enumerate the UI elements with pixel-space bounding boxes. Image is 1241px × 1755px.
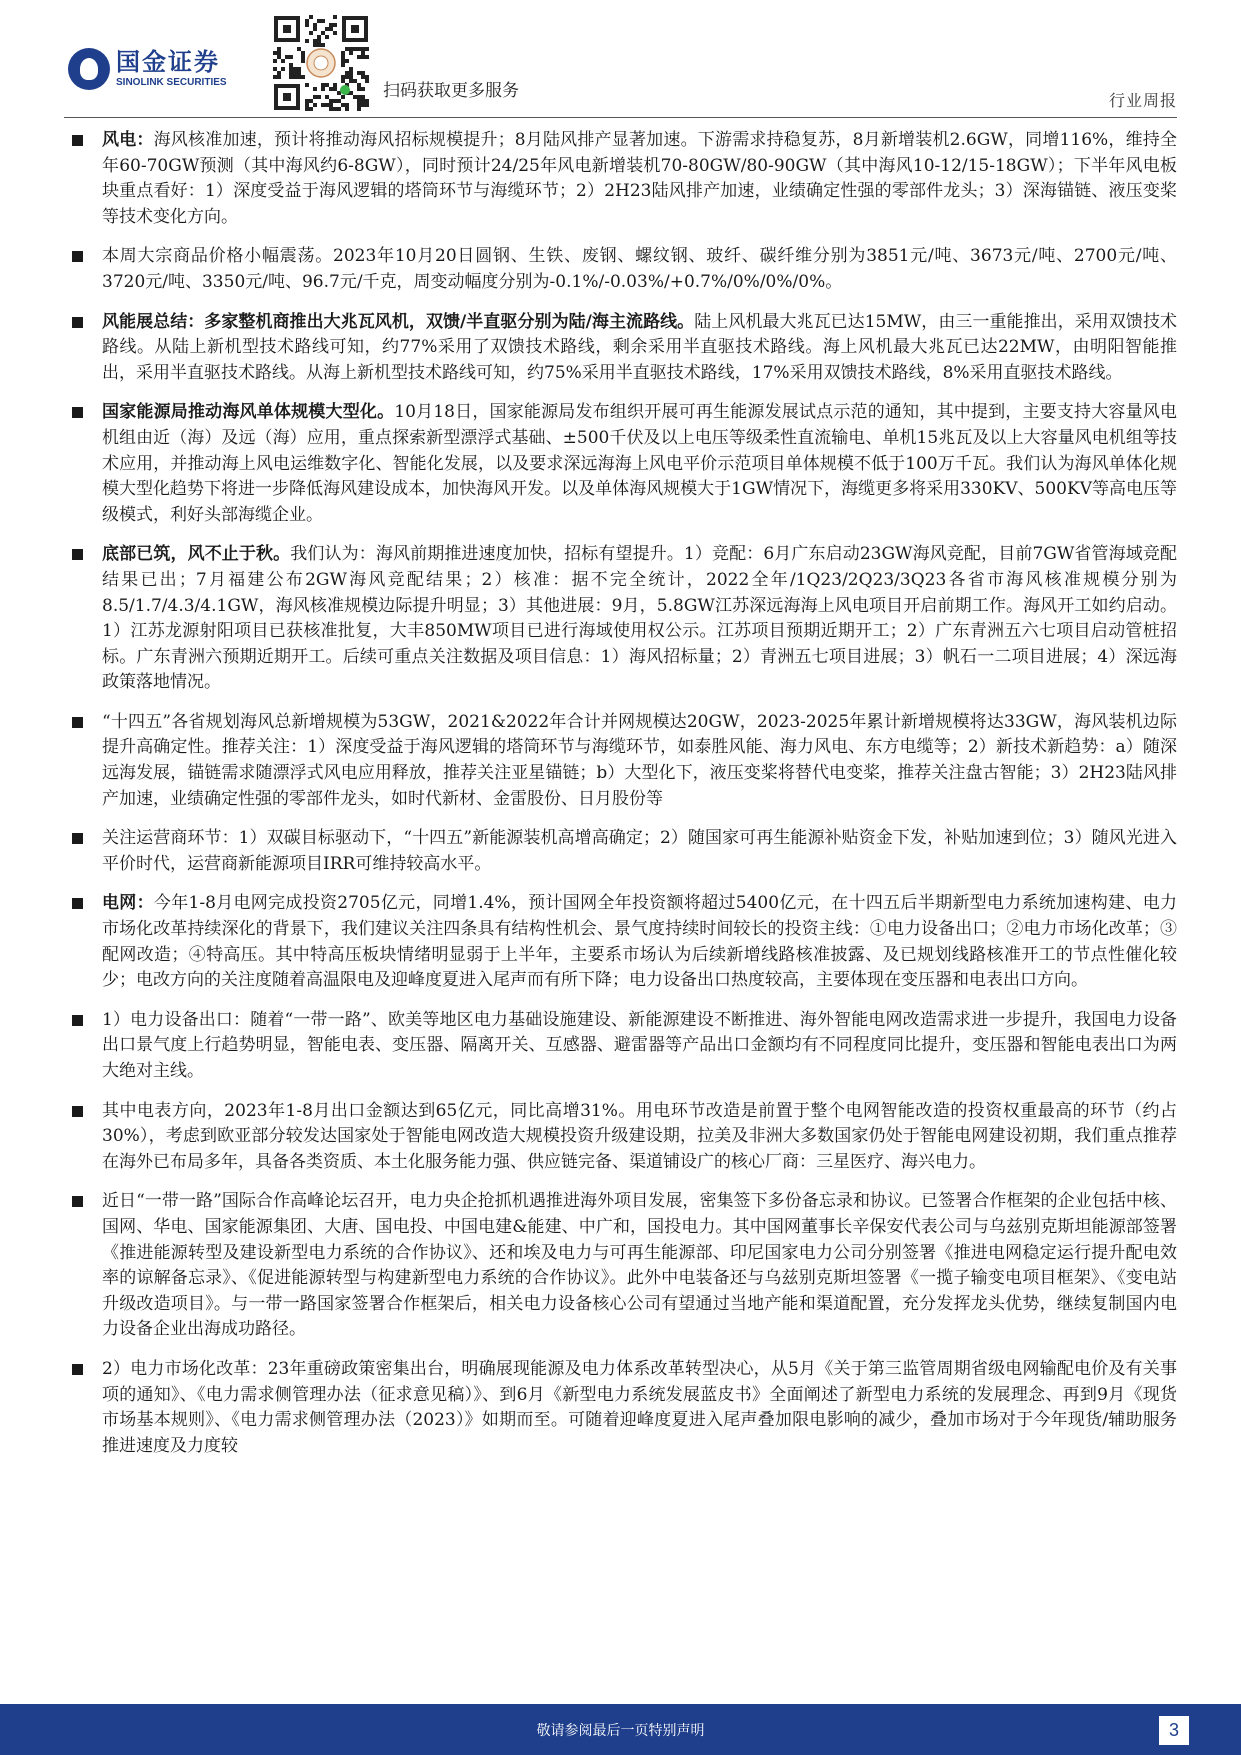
footer-disclaimer: 敬请参阅最后一页特别声明 xyxy=(536,1723,705,1739)
paragraph-text: “十四五”各省规划海风总新增规模为53GW，2021&2022年合计并网规模达20GW，2023-2025年累计新增规模将达33GW，海风装机边际提升高确定性。推荐关注：1）深度受益于海风逻辑的塔筒环节与海缆环节，如泰胜风能、海力风电、东方电缆等；2）新技术新趋势：a）随深远海发展，锚链需求随漂浮式风电应用释放，推荐关注亚星锚链；b）大型化下，液压变桨将替代电变桨，推荐关注盘古智能；3）2H23陆风排产加速，业绩确定性强的零部件龙头，如时代新材、金雷股份、日月股份等 xyxy=(102,711,1177,809)
bullet-icon xyxy=(72,1106,83,1117)
bullet-icon xyxy=(72,1196,83,1207)
header-divider xyxy=(64,117,1177,118)
bullet-icon xyxy=(72,549,83,560)
page-header xyxy=(0,0,1241,118)
paragraph-bottom-formed xyxy=(64,542,1177,696)
paragraph-commodity-prices xyxy=(64,244,1177,295)
bullet-icon xyxy=(72,135,83,146)
paragraph-heading: 国家能源局推动海风单体规模大型化。 xyxy=(102,402,395,423)
paragraph-operators xyxy=(64,826,1177,877)
paragraph-wind-power xyxy=(64,128,1177,230)
logo-cn: 国金证券 xyxy=(116,49,220,76)
paragraph-text: 海风核准加速，预计将推动海风招标规模提升；8月陆风排产显著加速。下游需求持稳复苏，8月新增装机2.6GW，同增116%，维持全年60-70GW预测（其中海风约6-8GW），同时预计24/25年风电新增装机70-80GW/80-90GW（其中海风10-12/15-18GW）；下半年风电板块重点看好：1）深度受益于海风逻辑的塔筒环节与海缆环节；2）2H23陆风排产加速，业绩确定性强的零部件龙头；3）深海锚链、液压变桨等技术变化方向。 xyxy=(102,130,1177,227)
bullet-icon xyxy=(72,251,83,262)
paragraph-power-grid xyxy=(64,891,1177,993)
paragraph-text: 2）电力市场化改革：23年重磅政策密集出台，明确展现能源及电力体系改革转型决心，从5月《关于第三监管周期省级电网输配电价及有关事项的通知》、《电力需求侧管理办法（征求意见稿）》、到6月《新型电力系统发展蓝皮书》全面阐述了新型电力系统的发展理念、再到9月《现货市场基本规则》、《电力需求侧管理办法（2023）》如期而至。可随着迎峰度夏进入尾声叠加限电影响的减少，叠加市场对于今年现货/辅助服务推进速度及力度较 xyxy=(102,1358,1177,1456)
bullet-icon xyxy=(72,898,83,909)
bullet-icon xyxy=(72,833,83,844)
paragraph-market-reform xyxy=(64,1357,1177,1459)
paragraph-text: 我们认为：海风前期推进速度加快，招标有望提升。1）竞配：6月广东启动23GW海风竞配，目前7GW省管海域竞配结果已出；7月福建公布2GW海风竞配结果；2）核准：据不完全统计，2022全年/1Q23/2Q23/3Q23各省市海风核准规模分别为8.5/1.7/4.3/4.1GW，海风核准规模边际提升明显；3）其他进展：9月，5.8GW江苏深远海海上风电项目开启前期工作。海风开工如约启动。1）江苏龙源射阳项目已获核准批复，大丰850MW项目已进行海域使用权公示。江苏项目预期近期开工；2）广东青洲五六七项目启动管桩招标。广东青洲六预期近期开工。后续可重点关注数据及项目信息：1）海风招标量；2）青洲五七项目进展；3）帆石一二项目进展；4）深远海政策落地情况。 xyxy=(102,544,1177,693)
scan-for-service-label: 扫码获取更多服务 xyxy=(383,81,519,100)
paragraph-text: 其中电表方向，2023年1-8月出口金额达到65亿元，同比高增31%。用电环节改造是前置于整个电网智能改造的投资权重最高的环节（约占30%），考虑到欧亚部分较发达国家处于智能电网改造大规模投资升级建设期，拉美及非洲大多数国家仍处于智能电网建设初期，我们重点推荐在海外已布局多年，具备各类资质、本土化服务能力强、供应链完备、渠道铺设广的核心厂商：三星医疗、海兴电力。 xyxy=(102,1100,1177,1172)
bullet-icon xyxy=(72,1015,83,1026)
paragraph-14th-five-year-plan xyxy=(64,710,1177,812)
paragraph-text: 1）电力设备出口：随着“一带一路”、欧美等地区电力基础设施建设、新能源建设不断推进、海外智能电网改造需求进一步提升，我国电力设备出口景气度上行趋势明显，智能电表、变压器、隔离开关、互感器、避雷器等产品出口金额均有不同程度同比提升，变压器和智能电表出口为两大绝对主线。 xyxy=(102,1009,1177,1081)
sinolink-logo-icon xyxy=(68,48,110,90)
paragraph-meter-export xyxy=(64,1099,1177,1176)
bullet-icon xyxy=(72,1364,83,1375)
report-type-label: 行业周报 xyxy=(1108,91,1177,110)
bullet-icon xyxy=(72,717,83,728)
paragraph-text: 10月18日，国家能源局发布组织开展可再生能源发展试点示范的通知，其中提到，主要支持大容量风电机组由近（海）及远（海）应用，重点探索新型漂浮式基础、±500千伏及以上电压等级柔性直流输电、单机15兆瓦及以上大容量风电机组等技术应用，并推动海上风电运维数字化、智能化发展，以及要求深远海海上风电平价示范项目单体规模不低于100万千瓦。我们认为海风单体化规模大型化趋势下将进一步降低海风建设成本，加快海风开发。以及单体海风规模大于1GW情况下，海缆更多将采用330KV、500KV等高电压等级模式，利好头部海缆企业。 xyxy=(102,402,1177,525)
bullet-icon xyxy=(72,317,83,328)
paragraph-belt-and-road xyxy=(64,1189,1177,1343)
paragraph-equipment-export xyxy=(64,1008,1177,1085)
paragraph-text: 关注运营商环节：1）双碳目标驱动下，“十四五”新能源装机高增高确定；2）随国家可再生能源补贴资金下发，补贴加速到位；3）随风光进入平价时代，运营商新能源项目IRR可维持较高水平。 xyxy=(102,828,1177,874)
page-footer xyxy=(0,1704,1241,1755)
paragraph-nea-offshore-scale xyxy=(64,400,1177,528)
paragraph-text: 近日“一带一路”国际合作高峰论坛召开，电力央企抢抓机遇推进海外项目发展，密集签下多份备忘录和协议。已签署合作框架的企业包括中核、国网、华电、国家能源集团、大唐、国电投、中国电建&能建、中广和，国投电力。其中国网董事长辛保安代表公司与乌兹别克斯坦能源部签署《推进能源转型及建设新型电力系统的合作协议》、还和埃及电力与可再生能源部、印尼国家电力公司分别签署《推进电网稳定运行提升配电效率的谅解备忘录》、《促进能源转型与构建新型电力系统的合作协议》。此外中电装备还与乌兹别克斯坦签署《一揽子输变电项目框架》、《变电站升级改造项目》。与一带一路国家签署合作框架后，相关电力设备核心公司有望通过当地产能和渠道配置，充分发挥龙头优势，继续复制国内电力设备企业出海成功路径。 xyxy=(102,1191,1177,1340)
qr-code-icon[interactable] xyxy=(272,14,370,112)
paragraph-text: 今年1-8月电网完成投资2705亿元，同增1.4%，预计国网全年投资额将超过5400亿元，在十四五后半期新型电力系统加速构建、电力市场化改革持续深化的背景下，我们建议关注四条具有结构性机会、景气度持续时间较长的投资主线：①电力设备出口；②电力市场化改革；③配网改造；④特高压。其中特高压板块情绪明显弱于上半年，主要系市场认为后续新增线路核准披露、及已规划线路核准开工的节点性催化较少；电改方向的关注度随着高温限电及迎峰度夏进入尾声而有所下降；电力设备出口热度较高，主要体现在变压器和电表出口方向。 xyxy=(102,893,1177,991)
paragraph-heading: 风电： xyxy=(102,130,154,150)
paragraph-heading: 底部已筑，风不止于秋。 xyxy=(102,544,291,565)
page-number: 3 xyxy=(1159,1716,1189,1745)
bullet-icon xyxy=(72,407,83,418)
logo-text xyxy=(116,49,227,89)
paragraph-heading: 电网： xyxy=(102,893,154,914)
report-body xyxy=(64,128,1177,1700)
paragraph-text: 本周大宗商品价格小幅震荡。2023年10月20日圆钢、生铁、废钢、螺纹钢、玻纤、碳纤维分别为3851元/吨、3673元/吨、2700元/吨、3720元/吨、3350元/吨、96.7元/千克，周变动幅度分别为-0.1%/-0.03%/+0.7%/0%/0%/0%。 xyxy=(102,246,1177,292)
paragraph-heading: 风能展总结：多家整机商推出大兆瓦风机，双馈/半直驱分别为陆/海主流路线。 xyxy=(102,311,695,332)
paragraph-text: 陆上风机最大兆瓦已达15MW，由三一重能推出，采用双馈技术路线。从陆上新机型技术路线可知，约77%采用了双馈技术路线，剩余采用半直驱技术路线。海上风机最大兆瓦已达22MW，由明阳智能推出，采用半直驱技术路线。从海上新机型技术路线可知，约75%采用半直驱技术路线，17%采用双馈技术路线，8%采用直驱技术路线。 xyxy=(102,311,1177,383)
logo-en: SINOLINK SECURITIES xyxy=(116,77,227,88)
sinolink-logo xyxy=(68,48,227,90)
paragraph-wind-expo-summary xyxy=(64,310,1177,387)
